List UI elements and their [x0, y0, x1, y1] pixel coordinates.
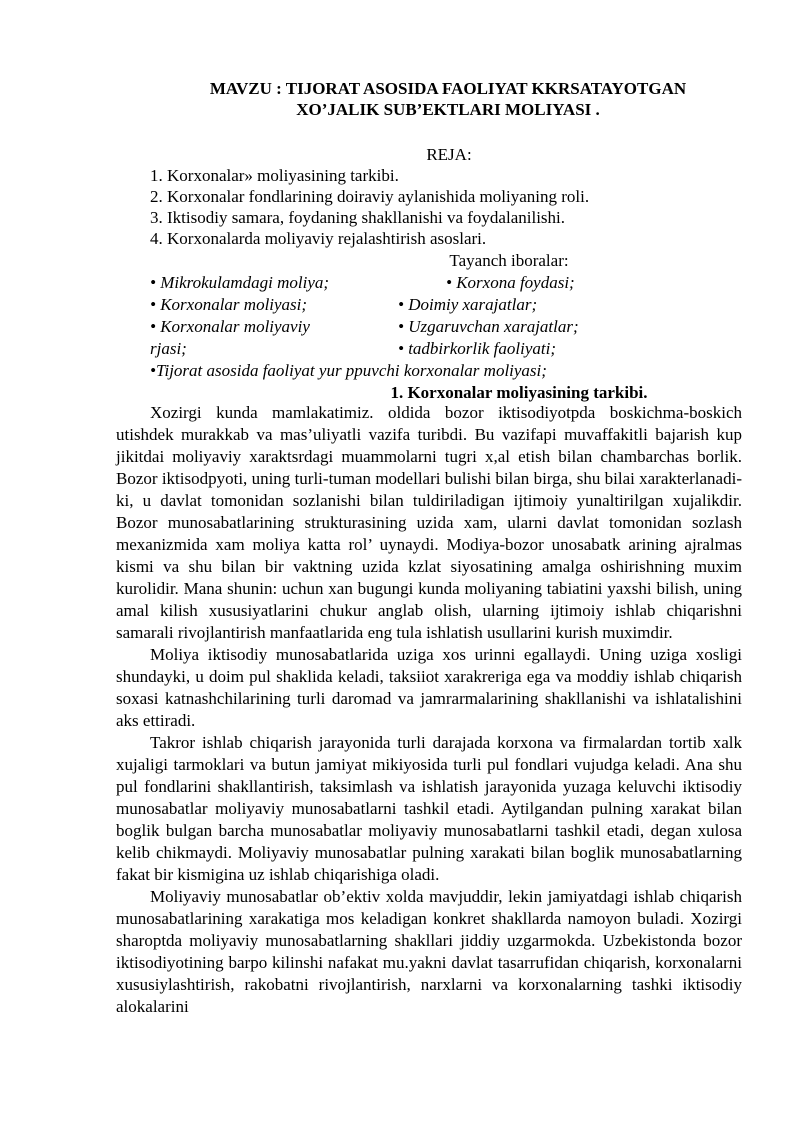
paragraph-4: Moliyaviy munosabatlar ob’ektiv xolda mavjuddir, lekin jamiyatdagi ishlab chiqarish munosabatlarining xarakatiga mos keladigan konkret shakllarda namoyon buladi. Xozirgi sharoptda moliyaviy munosabatlarning shakllari jiddiy uzgarmokda. Uzbekistonda bozor iktisodiyotining barpo kilinshi nafakat mu.yakni davlat tasarrufidan chiqarish, korxonalarni xususiylashtirish, rakobatni rivojlantirish, narxlarni va korxonalarning tashki iktisodiy alokalarini	[116, 887, 742, 1016]
keyword-left-3: • Korxonalar moliyaviy	[150, 317, 310, 336]
plan-item-3: 3. Iktisodiy samara, foydaning shakllanishi va foydalanilishi.	[150, 208, 566, 227]
title-line-1: MAVZU : TIJORAT ASOSIDA FAOLIYAT KKRSATAYOTGAN	[209, 79, 687, 98]
section-heading: 1. Korxonalar moliyasining tarkibi.	[390, 383, 648, 402]
plan-item-4: 4. Korxonalarda moliyaviy rejalashtirish asoslari.	[150, 229, 487, 248]
keywords-heading: Tayanch iboralar:	[449, 251, 569, 270]
title-line-2: XO’JALIK SUB’EKTLARI MOLIYASI .	[296, 100, 600, 119]
plan-item-2: 2. Korxonalar fondlarining doiraviy aylanishida moliyaning roli.	[150, 187, 590, 206]
keyword-left-1: • Mikrokulamdagi moliya;	[150, 273, 330, 292]
keyword-right-3: • Uzgaruvchan xarajatlar;	[398, 317, 579, 336]
keyword-left-4: rjasi;	[150, 339, 187, 358]
keyword-right-1: • Korxona foydasi;	[446, 273, 575, 292]
body-text	[116, 402, 742, 1018]
keyword-full-line: •Tijorat asosida faoliyat yur ppuvchi korxonalar moliyasi;	[150, 361, 547, 380]
reja-heading: REJA:	[426, 145, 472, 164]
keyword-right-2: • Doimiy xarajatlar;	[398, 295, 538, 314]
paragraph-1: Xozirgi kunda mamlakatimiz. oldida bozor iktisodiyotpda boskichma-boskich utishdek murakkab va mas’uliyatli vazifa turibdi. Bu vazifapi muvaffakitli bajarish kup jikitdai moliyaviy xaraktsrdagi muammolarni tugri x,al etish bilan chambarchas borlik. Bozor iktisodpyoti, uning turli-tuman modellari bulishi bilan birga, shu bilai xarakterlanadi-ki, u davlat tomonidan sozlanishi bilan tuldiriladigan ijtimoiy yunaltirilgan xujalikdir. Bozor munosabatlarining strukturasining uzida xam, ularni davlat tomonidan sozlash mexanizmida xam moliya katta rol’ uynaydi. Modiya-bozor unosabatk arining ajralmas kismi va shu bilan bir vaktning uzida kzlat siyosatining amalga oshirishning muxim kurolidir. Mana shunin: uchun xan bugungi kunda moliyaning tabiatini yaxshi bilish, uning amal kilish xususiyatlarini chukur anglab olish, ularning ijtimoiy ishlab chiqarishni samarali rivojlantirish manfaatlarida eng tula ishlatish usullarini kurish muximdir.	[116, 403, 742, 642]
keyword-left-2: • Korxonalar moliyasi;	[150, 295, 308, 314]
paragraph-2: Moliya iktisodiy munosabatlarida uziga xos urinni egallaydi. Uning uziga xosligi shundayki, u doim pul shaklida keladi, taksiiot xarakreriga ega va moddiy ishlab chiqarish soxasi katnashchilarining turli daromad va jamrarmalarining shakllanishi va ishlatalishini aks ettiradi.	[116, 645, 742, 730]
paragraph-3: Takror ishlab chiqarish jarayonida turli darajada korxona va firmalardan tortib xalk xujaligi tarmoklari va butun jamiyat mikiyosida turli pul fondlari vujudga keladi. Ana shu pul fondlarini shakllantirish, taksimlash va ishlatish jarayonida yuzaga keluvchi iktisodiy munosabatlar moliyaviy munosabatlarni tashkil etadi. Aytilgandan pulning xarakat bilan boglik bulgan barcha munosabatlar moliyaviy munosabatlarni tashkil etadi, degan xulosa kelib chikmaydi. Moliyaviy munosabatlar pulning xarakati bilan boglik munosabatlarning fakat bir kismigina uz ishlab chiqarishiga oladi.	[116, 733, 742, 884]
keyword-right-4: • tadbirkorlik faoliyati;	[398, 339, 556, 358]
document-title	[140, 78, 756, 120]
plan-item-1: 1. Korxonalar» moliyasining tarkibi.	[150, 166, 399, 185]
